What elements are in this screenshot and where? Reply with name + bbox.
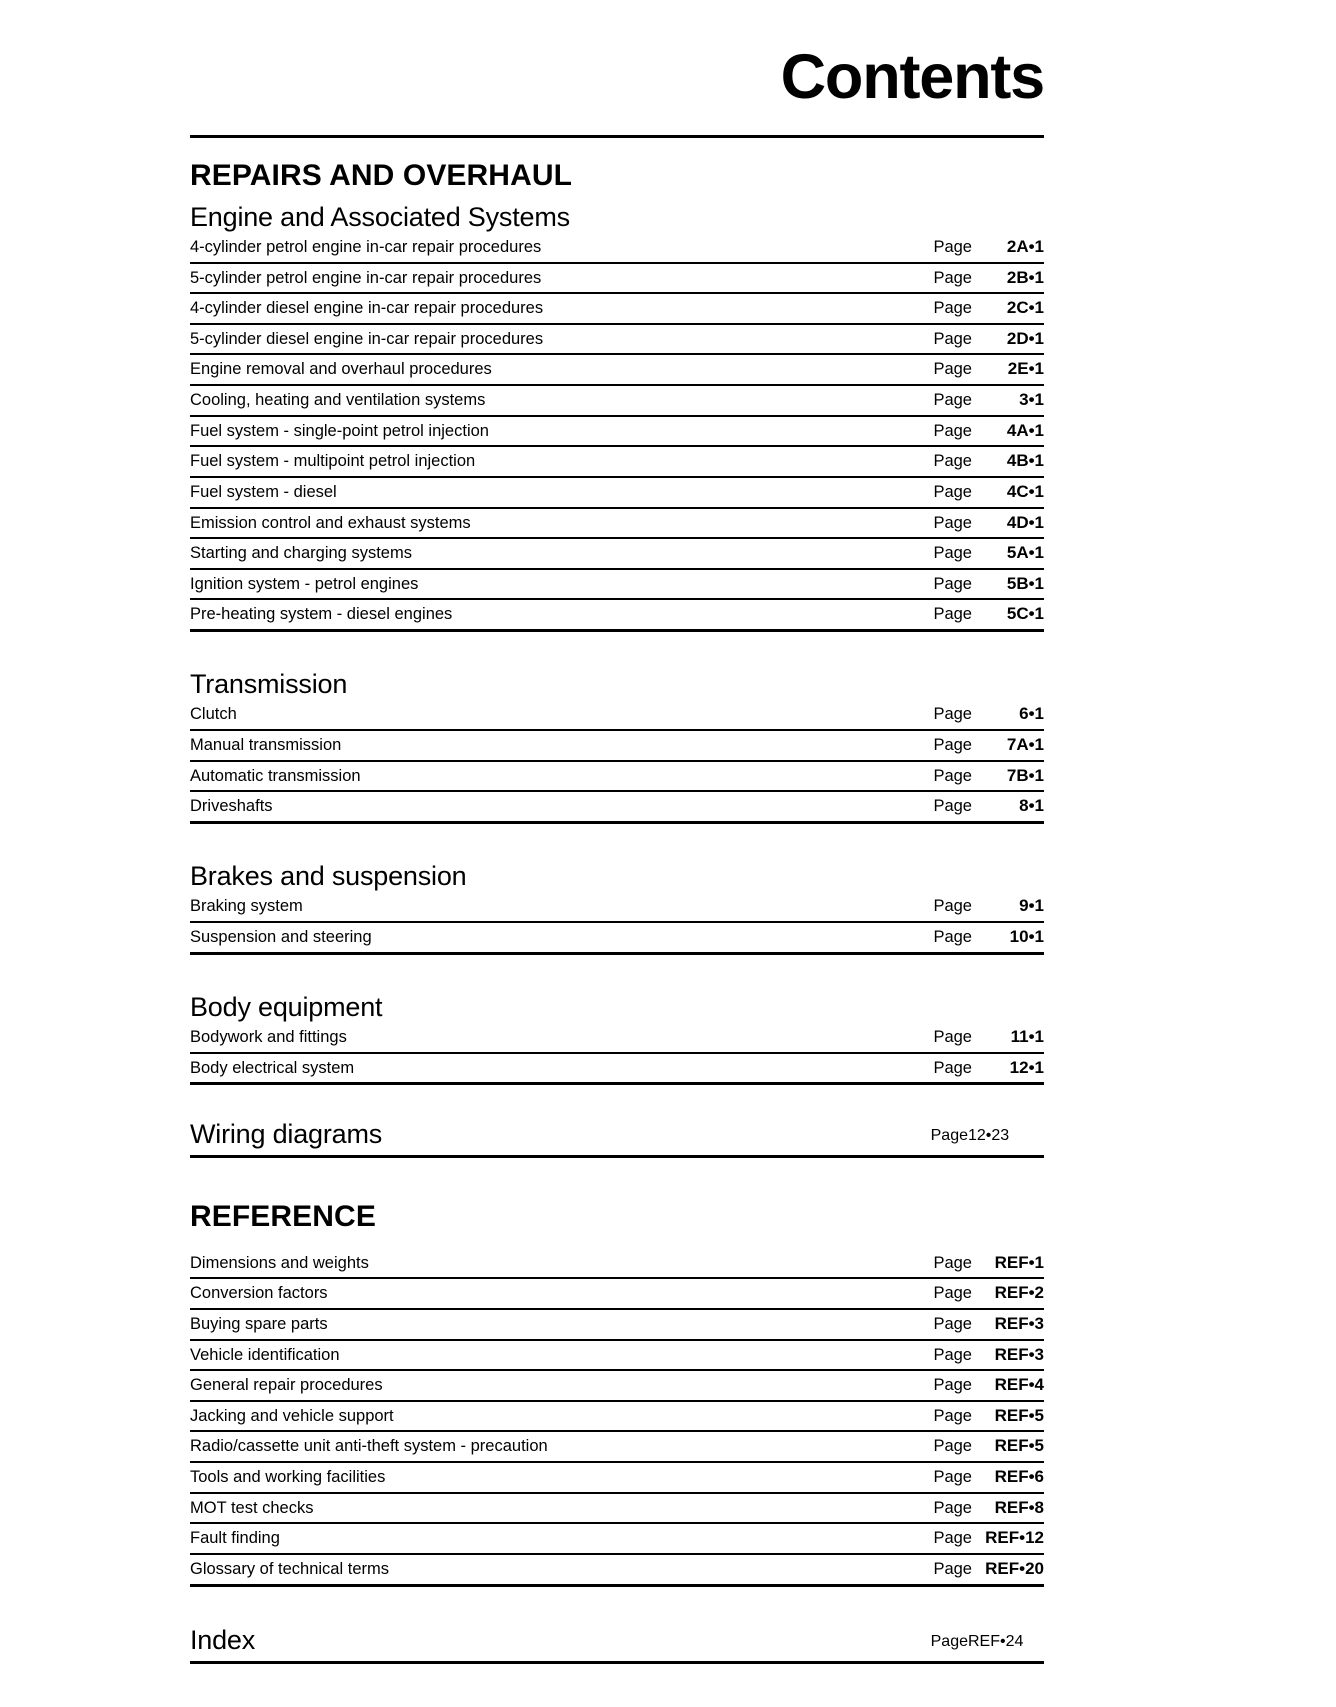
contents-entry[interactable] (190, 1054, 1044, 1086)
page-label: Page (933, 1559, 972, 1578)
page-label: Page (933, 329, 972, 348)
entry-page-reference (933, 703, 1044, 725)
entry-title: Suspension and steering (190, 927, 372, 946)
page-number: 2D•1 (1006, 328, 1044, 348)
page-number: REF•12 (985, 1528, 1044, 1548)
page-number: REF•1 (994, 1252, 1044, 1272)
entry-title: Jacking and vehicle support (190, 1406, 394, 1425)
contents-entry[interactable] (190, 417, 1044, 448)
page-number: 4C•1 (1006, 481, 1044, 501)
entry-list-transmission (190, 700, 1044, 824)
page-label: Page (933, 736, 972, 755)
entry-title: Fault finding (190, 1529, 280, 1548)
page-label: Page (933, 513, 972, 532)
entry-page-reference (933, 236, 1044, 258)
group-heading-transmission: Transmission (190, 669, 348, 700)
entry-title: Fuel system - multipoint petrol injection (190, 452, 476, 471)
page-number: 2C•1 (1006, 298, 1044, 318)
entry-page-reference (933, 573, 1044, 595)
section-heading-reference: REFERENCE (190, 1200, 376, 1234)
page-label: Page (933, 452, 972, 471)
page-number: 2E•1 (1007, 359, 1044, 379)
contents-entry[interactable] (190, 1341, 1044, 1372)
page-number: 4D•1 (1006, 512, 1044, 532)
page-label: Page (933, 268, 972, 287)
entry-page-reference (933, 1344, 1044, 1366)
page-number: 4B•1 (1006, 451, 1044, 471)
page-label: Page (933, 482, 972, 501)
entry-page-reference (933, 481, 1044, 503)
entry-title: Wiring diagrams (190, 1119, 383, 1150)
page-number: 4A•1 (1006, 420, 1044, 440)
page-label: Page (933, 421, 972, 440)
page-label: Page (933, 705, 972, 724)
entry-page-reference (933, 603, 1044, 625)
entry-title: Engine removal and overhaul procedures (190, 360, 492, 379)
page-number: REF•5 (994, 1405, 1044, 1425)
entry-title: Vehicle identification (190, 1345, 340, 1364)
contents-entry[interactable] (190, 233, 1044, 264)
page-label: Page (933, 574, 972, 593)
page-label: Page (933, 797, 972, 816)
contents-entry[interactable] (190, 700, 1044, 731)
page-label: Page (933, 237, 972, 256)
contents-entry[interactable] (190, 731, 1044, 762)
entry-page-reference (933, 1466, 1044, 1488)
group-heading-body-equipment: Body equipment (190, 991, 383, 1022)
contents-entry[interactable] (190, 1524, 1044, 1555)
contents-entry[interactable] (190, 539, 1044, 570)
entry-page-reference (933, 512, 1044, 534)
entry-title: Fuel system - single-point petrol injection (190, 421, 489, 440)
title-divider (190, 135, 1044, 138)
page-label: Page (933, 1498, 972, 1517)
contents-major-entry-index[interactable] (190, 1621, 1044, 1664)
entry-page-reference (933, 542, 1044, 564)
entry-title: Fuel system - diesel (190, 482, 337, 501)
entry-page-reference (933, 1435, 1044, 1457)
page-label: Page (933, 1314, 972, 1333)
page-label: Page (933, 1345, 972, 1364)
entry-title: Body electrical system (190, 1058, 355, 1077)
title-block (0, 0, 1336, 112)
page-number: REF•4 (994, 1375, 1044, 1395)
page-number: 7A•1 (1006, 735, 1044, 755)
page-label: Page (933, 1529, 972, 1548)
page-number: 12•1 (1009, 1057, 1044, 1077)
entry-page-reference (933, 1405, 1044, 1427)
contents-entry[interactable] (190, 762, 1044, 793)
entry-list-engine-and-associated-systems (190, 233, 1044, 632)
entry-page-reference (933, 1497, 1044, 1519)
entry-title: Ignition system - petrol engines (190, 574, 419, 593)
contents-entry[interactable] (190, 792, 1044, 824)
group-heading-engine-and-associated-systems: Engine and Associated Systems (190, 201, 570, 232)
page-number: 2B•1 (1006, 267, 1044, 287)
entry-title: Tools and working facilities (190, 1468, 386, 1487)
entry-title: Conversion factors (190, 1284, 328, 1303)
entry-list-reference-list (190, 1249, 1044, 1587)
page-number: REF•3 (994, 1313, 1044, 1333)
contents-entry[interactable] (190, 1463, 1044, 1494)
entry-page-reference (933, 1313, 1044, 1335)
contents-entry[interactable] (190, 1249, 1044, 1280)
page-number: REF•3 (994, 1344, 1044, 1364)
page-label: Page (933, 1406, 972, 1425)
entry-title: 5-cylinder petrol engine in-car repair procedures (190, 268, 542, 287)
page-label: Page (933, 544, 972, 563)
page-label: Page (930, 1127, 968, 1145)
contents-body (190, 159, 1044, 1664)
entry-title: Emission control and exhaust systems (190, 513, 471, 532)
contents-entry[interactable] (190, 478, 1044, 509)
entry-page-reference (931, 1127, 1044, 1145)
contents-entry[interactable] (190, 1310, 1044, 1341)
entry-title: Automatic transmission (190, 766, 361, 785)
entry-title: Index (190, 1624, 256, 1655)
entry-page-reference (933, 1282, 1044, 1304)
entry-page-reference (933, 795, 1044, 817)
page-number: 9•1 (1019, 896, 1044, 916)
entry-title: Cooling, heating and ventilation systems (190, 391, 486, 410)
entry-page-reference (933, 1558, 1044, 1580)
contents-entry[interactable] (190, 923, 1044, 955)
page-label: Page (933, 1376, 972, 1395)
entry-page-reference (933, 1026, 1044, 1048)
page-number: 5A•1 (1006, 543, 1044, 563)
entry-page-reference (933, 1057, 1044, 1079)
contents-entry[interactable] (190, 509, 1044, 540)
contents-entry[interactable] (190, 1371, 1044, 1402)
page-label: Page (933, 1437, 972, 1456)
entry-page-reference (933, 450, 1044, 472)
page-label: Page (933, 1027, 972, 1046)
section-heading-repairs-and-overhaul: REPAIRS AND OVERHAUL (190, 159, 573, 192)
contents-entry[interactable] (190, 325, 1044, 356)
page-label: Page (933, 299, 972, 318)
page-label: Page (933, 1468, 972, 1487)
entry-page-reference (933, 389, 1044, 411)
entry-title: Radio/cassette unit anti-theft system - precaution (190, 1437, 548, 1456)
entry-title: 5-cylinder diesel engine in-car repair procedures (190, 329, 544, 348)
entry-title: Glossary of technical terms (190, 1559, 389, 1578)
contents-entry[interactable] (190, 264, 1044, 295)
entry-page-reference (933, 328, 1044, 350)
page-number: 7B•1 (1006, 765, 1044, 785)
entry-page-reference (933, 358, 1044, 380)
contents-entry[interactable] (190, 1402, 1044, 1433)
page-number: 12•23 (968, 1127, 1010, 1145)
entry-page-reference (933, 297, 1044, 319)
page-title: Contents (780, 42, 1044, 112)
page-label: Page (933, 1284, 972, 1303)
entry-page-reference (933, 1527, 1044, 1549)
contents-entry[interactable] (190, 1494, 1044, 1525)
page-number: REF•24 (968, 1632, 1024, 1650)
page-label: Page (933, 1058, 972, 1077)
page-number: REF•6 (994, 1467, 1044, 1487)
contents-entry[interactable] (190, 355, 1044, 386)
page-number: 3•1 (1019, 390, 1044, 410)
page-number: 5B•1 (1006, 573, 1044, 593)
entry-page-reference (933, 1374, 1044, 1396)
entry-page-reference (933, 734, 1044, 756)
entry-title: Pre-heating system - diesel engines (190, 605, 453, 624)
entry-title: 4-cylinder diesel engine in-car repair procedures (190, 299, 544, 318)
page-number: 10•1 (1009, 926, 1044, 946)
contents-entry[interactable] (190, 447, 1044, 478)
page-number: 6•1 (1019, 704, 1044, 724)
entry-list-body-equipment (190, 1023, 1044, 1085)
contents-entry[interactable] (190, 1023, 1044, 1054)
page-label: Page (933, 897, 972, 916)
entry-page-reference (933, 765, 1044, 787)
entry-title: Dimensions and weights (190, 1253, 369, 1272)
contents-entry[interactable] (190, 1555, 1044, 1587)
entry-title: MOT test checks (190, 1498, 314, 1517)
entry-title: 4-cylinder petrol engine in-car repair procedures (190, 237, 542, 256)
page-number: REF•20 (985, 1558, 1044, 1578)
entry-title: Driveshafts (190, 797, 273, 816)
page-number: REF•8 (994, 1497, 1044, 1517)
entry-title: Manual transmission (190, 736, 342, 755)
entry-title: Clutch (190, 705, 237, 724)
page-number: REF•5 (994, 1436, 1044, 1456)
page-label: Page (930, 1632, 968, 1650)
page-number: REF•2 (994, 1283, 1044, 1303)
entry-title: Braking system (190, 897, 303, 916)
page-label: Page (933, 927, 972, 946)
page-number: 5C•1 (1006, 604, 1044, 624)
entry-title: General repair procedures (190, 1376, 383, 1395)
page-label: Page (933, 605, 972, 624)
entry-page-reference (933, 895, 1044, 917)
entry-page-reference (933, 420, 1044, 442)
contents-entry[interactable] (190, 600, 1044, 632)
entry-title: Starting and charging systems (190, 544, 412, 563)
page-label: Page (933, 766, 972, 785)
contents-entry[interactable] (190, 1279, 1044, 1310)
page-label: Page (933, 360, 972, 379)
entry-title: Bodywork and fittings (190, 1027, 347, 1046)
page-label: Page (933, 1253, 972, 1272)
contents-entry[interactable] (190, 892, 1044, 923)
page-number: 2A•1 (1006, 236, 1044, 256)
entry-list-brakes-and-suspension (190, 892, 1044, 954)
contents-entry[interactable] (190, 294, 1044, 325)
page-label: Page (933, 391, 972, 410)
entry-page-reference (931, 1633, 1044, 1651)
page-number: 8•1 (1019, 796, 1044, 816)
group-heading-brakes-and-suspension: Brakes and suspension (190, 860, 467, 891)
contents-entry[interactable] (190, 1432, 1044, 1463)
contents-major-entry-wiring-diagrams[interactable] (190, 1115, 1044, 1158)
entry-page-reference (933, 926, 1044, 948)
page-number: 11•1 (1010, 1026, 1044, 1046)
entry-title: Buying spare parts (190, 1314, 328, 1333)
entry-page-reference (933, 267, 1044, 289)
contents-entry[interactable] (190, 570, 1044, 601)
entry-page-reference (933, 1252, 1044, 1274)
contents-entry[interactable] (190, 386, 1044, 417)
